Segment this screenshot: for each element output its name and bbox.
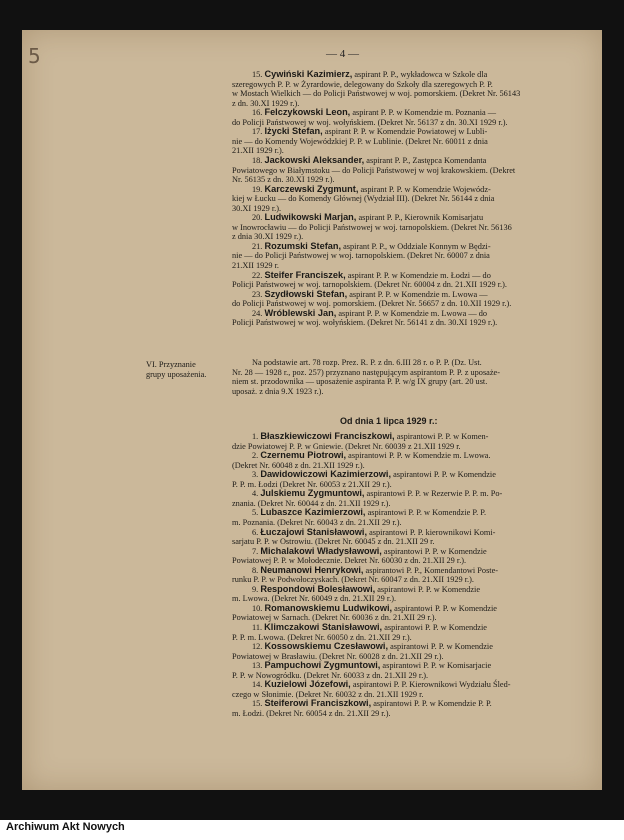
entry-number: 12. (252, 642, 263, 652)
entry-continuation: znania. (Dekret Nr. 60044 z dn. 21.XII 1929 r.). (232, 498, 391, 508)
entry-number: 14. (252, 680, 263, 690)
entry-name: Szydłowski Stefan, (264, 288, 348, 299)
entry-continuation: nie — do Komendy Wojewódzkiej P. P. w Lublinie. (Dekret Nr. 60011 z dnia (232, 136, 488, 146)
entry-name: Steiferowi Franciszkowi, (264, 698, 372, 709)
entry-number: 10. (252, 603, 263, 613)
entry-text: aspirantowi P. P. w Komendzie (384, 623, 487, 632)
entry-continuation: do Policji Państwowej w woj. wołyńskiem. (Dekret Nr. 56137 z dn. 30.XI 1929 r.). (232, 117, 508, 127)
entry-text: aspirantowi P. P. w Komendzie (377, 584, 481, 594)
entry-text: aspirantowi P. P. w Komendzie m. Lwowa. (348, 451, 491, 461)
entry-continuation: Nr. 56135 z dn. 30.XI 1929 r.). (232, 175, 335, 185)
entry-name: Błaszkiewiczowi Franciszkowi, (260, 431, 395, 441)
entry-continuation: z dn. 30.XI 1929 r.). (232, 98, 300, 108)
entry-name: Respondowi Bolesławowi, (260, 583, 376, 594)
entry-continuation: m. Lwowa. (Dekret Nr. 60049 z dn. 21.XII 29 r.). (232, 594, 397, 604)
entry-name: Rozumski Stefan, (264, 240, 342, 251)
entry-number: 15. (252, 70, 263, 79)
entry-continuation: w Mostach Wielkich — do Policji Państwowej w woj. pomorskiem. (Dekret Nr. 56143 (232, 89, 521, 99)
entry-number: 3. (252, 470, 259, 480)
entry-continuation: Policji Państwowej w woj. tarnopolskiem. (Dekret Nr. 60004 z dn. 21.XII 1929 r.). (232, 280, 507, 290)
entry-continuation: m. Poznania. (Dekret Nr. 60043 z dn. 21.XII 29 r.). (232, 517, 402, 527)
entry-continuation: Policji Państwowej w woj. wołyńskiem. (Dekret Nr. 56141 z dn. 30.XI 1929 r.). (232, 318, 498, 328)
entry-number: 9. (252, 584, 259, 594)
entry-text: aspirantowi P. P. Kierownikowi Wydziału Śled- (352, 680, 511, 690)
entry-number: 13. (252, 661, 263, 671)
entry-number: 23. (252, 289, 263, 299)
entry-continuation: czego w Słonimie. (Dekret Nr. 60032 z dn. 21.XII 1929 r. (232, 689, 424, 699)
entry-first-line (252, 70, 487, 80)
entry-first-line (252, 699, 492, 709)
entry-name: Wróblewski Jan, (264, 307, 337, 318)
entry-text: aspirantowi P. P. w Komendzie P. P. (373, 699, 492, 709)
entry-first-line (252, 528, 495, 538)
entry-continuation: P. P. m. Łodzi (Dekret Nr. 60053 z 21.XII 29 r.). (232, 479, 392, 489)
entry-name: Cywiński Kazimierz, (264, 69, 353, 79)
entry-text: aspirantowi P. P. w Komendzie (393, 470, 496, 480)
entry-first-line (252, 271, 491, 281)
entry-text: aspirant P. P., Zastępca Komendanta (366, 155, 487, 165)
page-number: — 4 — (326, 48, 359, 60)
entry-text: aspirant P. P., w Oddziale Konnym w Będzi- (343, 241, 491, 251)
entry-first-line (252, 489, 502, 499)
entry-number: 18. (252, 155, 263, 165)
entry-number: 5. (252, 508, 259, 518)
section-label (146, 360, 206, 380)
entry-number: 4. (252, 489, 259, 499)
entry-continuation: w Inowrocławiu — do Policji Państwowej w woj. tarnopolskiem. (Dekret Nr. 56136 (232, 222, 512, 232)
entry-number: 7. (252, 546, 259, 556)
entry-first-line (252, 127, 487, 137)
entry-first-line (252, 470, 496, 480)
entry-name: Kossowskiemu Czesławowi, (264, 641, 389, 652)
entry-continuation: do Policji Państwowej w woj. pomorskiem. (Dekret Nr. 56657 z dn. 10.XII 1929 r.). (232, 299, 512, 309)
section-label-line: grupy uposażenia. (146, 370, 207, 379)
entry-first-line (252, 290, 488, 300)
entry-continuation: 21.XII 1929 r.). (232, 146, 284, 156)
entry-number: 20. (252, 213, 263, 223)
entry-first-line (252, 680, 510, 690)
pencil-page-mark: 5 (28, 44, 41, 68)
entry-text: aspirantowi P. P. w Rezerwie P. P. m. Po- (366, 489, 503, 499)
entry-number: 1. (252, 432, 259, 441)
entry-number: 15. (252, 699, 263, 709)
entry-name: Felczykowski Leon, (264, 107, 351, 118)
paragraph-line: uposaż. z dnia 9.X 1923 r.). (232, 386, 324, 396)
entry-name: Jackowski Aleksander, (264, 154, 365, 165)
entry-text: aspirant P. P. w Komendzie Powiatowej w Lubli- (324, 127, 488, 137)
entry-continuation: P. P. m. Lwowa. (Dekret Nr. 60050 z dn. 21.XII 29 r.). (232, 632, 412, 642)
entry-first-line (252, 623, 487, 633)
paragraph-line: niem st. przodownika — uposażenie aspiranta P. P. w/g IX grupy (art. 20 ust. (232, 377, 488, 387)
entry-name: Czernemu Piotrowi, (260, 450, 347, 461)
entry-first-line (252, 185, 491, 195)
entry-continuation: Powiatowej w Sarnach. (Dekret Nr. 60036 z dn. 21.XII 29 r.). (232, 613, 437, 623)
entry-first-line (252, 566, 498, 576)
entry-continuation: m. Łodzi. (Dekret Nr. 60054 z dn. 21.XII 29 r.). (232, 708, 391, 718)
entry-continuation: 21.XII 1929 r. (232, 261, 280, 270)
entry-continuation: Powiatowej w Brasławiu. (Dekret Nr. 60028 z dn. 21.XII 29 r.). (232, 651, 444, 661)
entry-number: 8. (252, 565, 259, 575)
entry-number: 19. (252, 184, 263, 194)
entry-continuation: runku P. P. w Podwołoczyskach. (Dekret Nr. 60047 z dn. 21.XII 1929 r.). (232, 575, 474, 585)
entry-continuation: nie — do Policji Państwowej w woj. tarnopolskiem. (Dekret Nr. 60007 z dnia (232, 251, 490, 261)
entry-continuation: Powiatowego w Białymstoku — do Policji Państwowej w woj krakowskiem. (Dekret (232, 165, 516, 175)
entry-name: Klimczakowi Stanisławowi, (264, 622, 383, 632)
entry-number: 21. (252, 241, 263, 251)
entry-text: aspirantowi P. P. w Komendzie (390, 642, 493, 652)
date-heading: Od dnia 1 lipca 1929 r.: (340, 416, 438, 426)
entry-first-line (252, 547, 487, 557)
entry-name: Romanowskiemu Ludwikowi, (264, 602, 393, 613)
entry-continuation: 30.XI 1929 r.). (232, 203, 282, 213)
entry-text: aspirantowi P. P. kierownikowi Komi- (369, 527, 496, 537)
entry-first-line (252, 451, 491, 461)
entry-number: 17. (252, 127, 263, 137)
archive-watermark: Archiwum Akt Nowych (0, 820, 624, 840)
entry-text: aspirant P. P. w Komendzie m. Łodzi — do (347, 270, 491, 280)
entry-continuation: P. P. w Nowogródku. (Dekret Nr. 60033 z dn. 21.XII 29 r.). (232, 670, 429, 680)
entry-text: aspirantowi P. P. w Komisarjacie (382, 661, 492, 671)
entry-name: Lubaszce Kazimierzowi, (260, 507, 366, 518)
entry-name: Michalakowi Władysławowi, (260, 545, 382, 556)
entry-text: aspirant P. P., Kierownik Komisarjatu (358, 213, 484, 223)
entry-continuation: sarjatu P. P. w Ostrowiu. (Dekret Nr. 60045 z dn. 21.XII 29 r. (232, 537, 435, 547)
entry-continuation: Powiatowej P. P. w Mołodecznie. Dekret Nr. 60030 z dn. 21.XII 29 r.). (232, 556, 467, 566)
entry-first-line (252, 156, 486, 166)
entry-number: 11. (252, 623, 263, 632)
entry-text: aspirant P. P. w Komendzie m. Lwowa — (349, 289, 488, 299)
entry-text: aspirant P. P. w Komendzie m. Poznania — (352, 108, 497, 118)
entry-text: aspirant P. P. w Komendzie Wojewódz- (360, 184, 491, 194)
entry-first-line (252, 508, 486, 518)
entry-name: Dawidowiczowi Kazimierzowi, (260, 469, 392, 480)
entry-text: aspirantowi P. P. w Komendzie (394, 603, 497, 613)
entry-name: Pampuchowi Zygmuntowi, (264, 660, 381, 671)
paragraph-line: Na podstawie art. 78 rozp. Prez. R. P. z dn. 6.III 28 r. o P. P. (Dz. Ust. (252, 358, 482, 367)
entry-text: aspirant P. P., wykładowca w Szkole dla (354, 70, 488, 79)
entry-number: 22. (252, 270, 263, 280)
entry-number: 6. (252, 527, 259, 537)
entry-name: Julskiemu Zygmuntowi, (260, 488, 365, 499)
entry-first-line (252, 432, 488, 442)
entry-first-line (252, 604, 497, 614)
entry-continuation: kiej w Łucku — do Komendy Głównej (Wydział III). (Dekret Nr. 56144 z dnia (232, 194, 495, 204)
entry-first-line (252, 108, 496, 118)
entry-first-line (252, 213, 483, 223)
entry-continuation: dzie Powiatowej P. P. w Gniewie. (Dekret Nr. 60039 z 21.XII 1929 r. (232, 441, 461, 451)
entry-name: Neumanowi Henrykowi, (260, 564, 364, 575)
paragraph-line: Nr. 28 — 1928 r., poz. 257) przyznano następującym aspirantom P. P. z uposaże- (232, 367, 500, 377)
entry-continuation: szeregowych P. P. w Żyrardowie, delegowany do Szkoły dla szeregowych P. P. (232, 79, 493, 89)
entry-name: Łuczajowi Stanisławowi, (260, 526, 368, 537)
entry-text: aspirantowi P. P., Komendantowi Poste- (365, 565, 499, 575)
entry-name: Ludwikowski Marjan, (264, 212, 357, 223)
entry-name: Steifer Franciszek, (264, 269, 346, 280)
entry-first-line (252, 642, 493, 652)
entry-name: Karczewski Zygmunt, (264, 183, 359, 194)
entry-text: aspirantowi P. P. w Komen- (396, 432, 489, 441)
entry-text: aspirant P. P. w Komendzie m. Lwowa — do (338, 308, 487, 318)
entry-number: 16. (252, 108, 263, 118)
entry-text: aspirantowi P. P. w Komendzie (383, 546, 487, 556)
entry-first-line (252, 242, 491, 252)
entry-name: Kuzielowi Józefowi, (264, 679, 351, 690)
entry-continuation: (Dekret Nr. 60048 z dn. 21.XII 1929 r.). (232, 460, 365, 470)
section-label-line: VI. Przyznanie (146, 360, 196, 369)
entry-first-line (252, 309, 487, 319)
entry-text: aspirantowi P. P. w Komendzie P. P. (367, 508, 487, 518)
entry-first-line (252, 585, 480, 595)
entry-continuation: z dnia 30.XI 1929 r.). (232, 232, 304, 242)
entry-first-line (252, 661, 491, 671)
entry-name: Iżycki Stefan, (264, 126, 323, 137)
entry-number: 24. (252, 308, 263, 318)
entry-number: 2. (252, 451, 259, 461)
